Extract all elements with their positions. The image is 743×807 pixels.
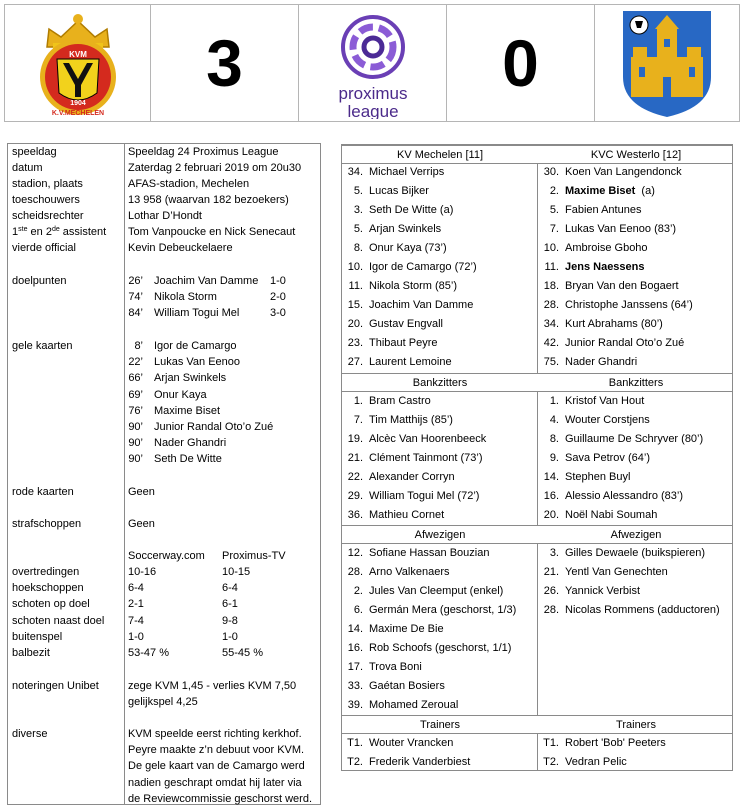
player-name: Arjan Swinkels (369, 223, 442, 235)
player-number: 8. (549, 433, 559, 445)
stat-row (8, 580, 320, 596)
player-number: 3. (549, 547, 559, 559)
player-number: 3. (353, 204, 363, 216)
yellow-card-row (8, 338, 320, 354)
away-absent-player (538, 563, 668, 582)
player-name: Kurt Abrahams (80’) (565, 318, 663, 330)
away-score: 0 (502, 26, 539, 100)
stat-proximus: 9-8 (222, 614, 238, 627)
info-row-scheidsrechter (8, 208, 320, 224)
stats-source-1: Soccerway.com (128, 550, 205, 562)
away-starter (538, 296, 693, 315)
player-number: 20. (543, 509, 559, 521)
yellow-card-row (8, 370, 320, 386)
stat-row (8, 596, 320, 612)
trainers-header-away: Trainers (616, 719, 656, 731)
player-name: Maxime Biset (565, 185, 636, 197)
home-starter (342, 163, 444, 182)
player-number: 4. (549, 414, 559, 426)
player-number: 34. (543, 318, 559, 330)
stat-proximus: 1-0 (222, 630, 238, 643)
home-starter (342, 201, 453, 220)
info-row-assistent (8, 224, 320, 240)
home-starter (342, 353, 452, 372)
player-number: 12. (347, 547, 363, 559)
info-label: speeldag (12, 146, 57, 158)
home-starter (342, 296, 473, 315)
home-starter (342, 277, 457, 296)
yellow-player: Lukas Van Eenoo (154, 356, 241, 369)
player-number: 28. (347, 566, 363, 578)
goal-minute: 74’ (128, 291, 143, 303)
away-trainer (538, 734, 666, 753)
goal-row (8, 273, 320, 289)
player-number: 23. (347, 337, 363, 349)
info-row-speeldag (8, 144, 320, 160)
player-number: 19. (347, 433, 363, 445)
home-bench-player (342, 430, 486, 449)
info-label: toeschouwers (12, 194, 80, 206)
stat-soccerway: 6-4 (128, 582, 144, 595)
away-bench-player (538, 449, 650, 468)
yellow-player: Junior Randal Oto’o Zué (154, 421, 274, 433)
home-absent-player (342, 677, 445, 696)
away-score-cell (447, 5, 595, 121)
kvc-westerlo-logo (619, 7, 715, 119)
away-logo-cell (595, 5, 739, 121)
away-starter (538, 258, 645, 277)
player-number: 29. (347, 490, 363, 502)
away-starter (538, 239, 648, 258)
yellow-minute: 90’ (128, 453, 143, 466)
info-label-assistent: 1ste en 2de assistent (12, 226, 107, 238)
info-row-straf (8, 516, 320, 532)
info-label: scheidsrechter (12, 210, 84, 222)
info-value: Tom Vanpoucke en Nick Senecaut (128, 226, 296, 238)
diverse-text: nadien geschrapt omdat hij later via (128, 776, 302, 789)
absent-header (342, 525, 732, 544)
player-number: 9. (549, 452, 559, 464)
player-name: Lukas Van Eenoo (83’) (565, 223, 677, 235)
home-bench-player (342, 468, 455, 487)
away-starter (538, 315, 663, 334)
stat-row (8, 629, 320, 645)
stat-label: schoten naast doel (12, 614, 105, 627)
info-row-rode (8, 484, 320, 500)
player-number: 15. (347, 299, 363, 311)
stat-proximus: 6-1 (222, 598, 238, 611)
goal-row (8, 289, 320, 305)
player-number: 7. (353, 414, 363, 426)
player-name: Lucas Bijker (369, 185, 429, 197)
league-logo-line2: league (346, 102, 399, 119)
home-absent-player (342, 696, 458, 715)
home-bench-player (342, 449, 483, 468)
yellow-card-row (8, 354, 320, 370)
player-number: 16. (543, 490, 559, 502)
player-number: 16. (347, 642, 363, 654)
player-number: 17. (347, 661, 363, 673)
away-starter (538, 201, 641, 220)
player-number: 42. (543, 337, 559, 349)
yellow-player: Maxime Biset (154, 404, 221, 417)
kv-mechelen-logo (33, 7, 123, 119)
info-label: datum (12, 162, 43, 174)
player-name: Ambroise Gboho (565, 242, 648, 254)
goal-scorer: Nikola Storm (154, 291, 217, 303)
player-number: 33. (347, 680, 363, 692)
yellow-card-row (8, 451, 320, 467)
player-name: Jens Naessens (565, 261, 645, 273)
home-score: 3 (206, 26, 243, 100)
info-value: Geen (128, 486, 155, 498)
info-row-vierde (8, 240, 320, 256)
player-number: 10. (543, 242, 559, 254)
player-number: 7. (549, 223, 559, 235)
goal-score: 1-0 (270, 275, 286, 287)
goal-minute: 84’ (128, 307, 143, 319)
proximus-league-logo (323, 7, 423, 119)
player-number: 5. (549, 204, 559, 216)
player-number: T2. (347, 756, 363, 768)
info-row-stadion (8, 176, 320, 192)
home-starter (342, 334, 437, 353)
player-name: Nader Ghandri (565, 356, 638, 368)
player-number: 75. (543, 356, 559, 368)
stats-sources-row (8, 548, 320, 564)
player-name: Gilles Dewaele (buikspieren) (565, 547, 706, 559)
stat-label: schoten op doel (12, 598, 90, 611)
info-row-unibet-2 (8, 694, 320, 710)
bench-header (342, 373, 732, 392)
info-label: doelpunten (12, 275, 67, 287)
player-name: Wouter Corstjens (565, 414, 650, 426)
player-name: Alcèc Van Hoorenbeeck (369, 433, 487, 445)
player-number: 30. (543, 166, 559, 178)
player-number: T1. (347, 737, 363, 749)
diverse-line (8, 758, 320, 774)
player-name: Joachim Van Damme (369, 299, 474, 311)
home-score-cell (151, 5, 299, 121)
home-bench-player (342, 411, 453, 430)
player-name: Alexander Corryn (369, 471, 455, 483)
stat-row (8, 645, 320, 661)
player-name: Rob Schoofs (geschorst, 1/1) (369, 642, 512, 654)
away-bench-player (538, 506, 657, 525)
player-name: Sava Petrov (64’) (565, 452, 650, 464)
home-badge-text: KVM (68, 50, 87, 59)
yellow-minute: 90’ (128, 437, 143, 450)
player-name: Yannick Verbist (565, 585, 641, 597)
player-number: 5. (353, 223, 363, 235)
home-starter (342, 182, 429, 201)
player-name: William Togui Mel (72’) (369, 490, 480, 502)
league-logo-cell (299, 5, 447, 121)
yellow-minute: 90’ (128, 421, 143, 433)
player-name: Wouter Vrancken (369, 737, 454, 749)
away-starter (538, 334, 684, 353)
player-number: 21. (347, 452, 363, 464)
stat-soccerway: 1-0 (128, 630, 144, 643)
player-name: Onur Kaya (73’) (369, 242, 447, 254)
bench-header-home: Bankzitters (412, 377, 468, 389)
player-name: Mathieu Cornet (369, 509, 445, 521)
yellow-player: Onur Kaya (154, 388, 207, 401)
yellow-minute: 66’ (128, 372, 143, 385)
player-name: Igor de Camargo (72’) (369, 261, 477, 273)
home-bench-player (342, 487, 479, 506)
goal-minute: 26’ (128, 275, 143, 287)
yellow-card-row (8, 435, 320, 451)
home-absent-player (342, 639, 511, 658)
goal-scorer: Joachim Van Damme (154, 275, 259, 287)
info-row-unibet (8, 678, 320, 694)
player-name: Nicolas Rommens (adductoren) (565, 604, 720, 616)
player-name: Koen Van Langendonck (565, 166, 682, 178)
player-number: 2. (353, 585, 363, 597)
player-number: 27. (347, 356, 363, 368)
player-name: Gustav Engvall (369, 318, 443, 330)
away-bench-player (538, 468, 630, 487)
home-starter (342, 239, 447, 258)
info-label: vierde official (12, 242, 76, 254)
info-row-toeschouwers (8, 192, 320, 208)
yellow-player: Seth De Witte (154, 453, 222, 466)
stat-soccerway: 7-4 (128, 614, 144, 627)
home-trainer (342, 753, 470, 772)
player-number: 6. (353, 604, 363, 616)
goal-row (8, 305, 320, 321)
home-absent-player (342, 601, 516, 620)
yellow-player: Igor de Camargo (154, 340, 237, 352)
yellow-card-row (8, 419, 320, 435)
player-number: 28. (543, 299, 559, 311)
player-number: 26. (543, 585, 559, 597)
home-starter (342, 258, 477, 277)
info-value: Zaterdag 2 februari 2019 om 20u30 (128, 162, 302, 174)
player-name: Alessio Alessandro (83’) (565, 490, 684, 502)
player-number: 21. (543, 566, 559, 578)
goal-score: 3-0 (270, 307, 286, 319)
player-number: 1. (353, 395, 363, 407)
home-absent-player (342, 544, 489, 563)
player-number: T1. (543, 737, 559, 749)
league-logo-line1: proximus (338, 84, 407, 103)
home-absent-player (342, 582, 503, 601)
player-name: Thibaut Peyre (369, 337, 438, 349)
stat-soccerway: 10-16 (128, 566, 157, 578)
info-value: Geen (128, 518, 155, 530)
info-row-datum (8, 160, 320, 176)
away-bench-player (538, 411, 650, 430)
away-starter (538, 182, 655, 201)
player-number: 11. (544, 261, 559, 273)
diverse-line (8, 791, 320, 807)
bench-header-away: Bankzitters (608, 377, 664, 389)
unibet-line-1: zege KVM 1,45 - verlies KVM 7,50 (128, 680, 297, 692)
info-value: Speeldag 24 Proximus League (128, 146, 279, 158)
player-name: Christophe Janssens (64’) (565, 299, 693, 311)
info-value: AFAS-stadion, Mechelen (128, 178, 250, 190)
player-name: Frederik Vanderbiest (369, 756, 471, 768)
player-name: Gaétan Bosiers (369, 680, 445, 692)
yellow-minute: 76’ (128, 404, 143, 417)
away-starter (538, 353, 637, 372)
diverse-line (8, 742, 320, 758)
home-badge-year: 1904 (69, 100, 86, 107)
info-label: strafschoppen (12, 518, 82, 530)
home-badge-bottom: K.V.MECHELEN (51, 110, 104, 117)
player-name: Mohamed Zeroual (369, 699, 459, 711)
stat-label: balbezit (12, 647, 50, 659)
player-name: Guillaume De Schryver (80’) (565, 433, 704, 445)
player-number: 5. (353, 185, 363, 197)
player-name: Bryan Van den Bogaert (565, 280, 679, 292)
stat-label: buitenspel (12, 630, 63, 643)
player-number: 8. (353, 242, 363, 254)
diverse-line (8, 775, 320, 791)
player-number: 2. (549, 185, 559, 197)
player-name: Germán Mera (geschorst, 1/3) (369, 604, 517, 616)
home-bench-player (342, 506, 444, 525)
home-starter (342, 315, 443, 334)
player-number: 34. (347, 166, 363, 178)
player-name: Arno Valkenaers (369, 566, 450, 578)
goal-scorer: William Togui Mel (154, 307, 240, 319)
player-number: 22. (347, 471, 363, 483)
player-name: Bram Castro (369, 395, 431, 407)
player-name: Noël Nabi Soumah (565, 509, 658, 521)
absent-header-home: Afwezigen (414, 529, 466, 541)
yellow-minute: 69’ (128, 388, 143, 401)
stat-row (8, 564, 320, 580)
home-logo-cell (5, 5, 151, 121)
away-absent-player (538, 582, 640, 601)
home-absent-player (342, 620, 444, 639)
player-number: 20. (347, 318, 363, 330)
player-extra: (a) (635, 185, 655, 197)
diverse-line (8, 726, 320, 742)
player-number: 39. (347, 699, 363, 711)
stat-label: hoekschoppen (12, 582, 84, 595)
info-label: diverse (12, 728, 48, 740)
stats-source-2: Proximus-TV (222, 550, 286, 562)
player-name: Tim Matthijs (85’) (369, 414, 453, 426)
team-header (342, 145, 732, 164)
stat-proximus: 10-15 (222, 566, 251, 578)
player-name: Robert 'Bob' Peeters (565, 737, 666, 749)
info-label: noteringen Unibet (12, 680, 99, 692)
match-header (4, 4, 740, 122)
away-bench-player (538, 487, 683, 506)
yellow-player: Arjan Swinkels (154, 372, 227, 385)
match-info-table (7, 143, 321, 805)
diverse-text: De gele kaart van de Camargo werd (128, 760, 305, 773)
goal-score: 2-0 (270, 291, 286, 303)
player-number: 1. (549, 395, 559, 407)
player-name: Michael Verrips (369, 166, 445, 178)
yellow-minute: 8’ (134, 340, 143, 352)
away-starter (538, 163, 682, 182)
stat-soccerway: 2-1 (128, 598, 144, 611)
team-header-away: KVC Westerlo [12] (590, 149, 682, 161)
player-name: Maxime De Bie (369, 623, 444, 635)
absent-header-away: Afwezigen (610, 529, 662, 541)
player-number: 10. (347, 261, 363, 273)
stat-proximus: 55-45 % (222, 647, 263, 659)
player-name: Kristof Van Hout (565, 395, 645, 407)
trainers-header (342, 715, 732, 734)
info-label: rode kaarten (12, 486, 74, 498)
away-absent-player (538, 544, 705, 563)
player-number: 11. (348, 280, 363, 292)
player-name: Fabien Antunes (565, 204, 642, 216)
home-absent-player (342, 563, 450, 582)
home-bench-player (342, 392, 431, 411)
info-label: gele kaarten (12, 340, 73, 352)
unibet-line-2: gelijkspel 4,25 (128, 696, 198, 708)
team-header-home: KV Mechelen [11] (396, 149, 483, 161)
stat-row (8, 613, 320, 629)
trainers-header-home: Trainers (420, 719, 460, 731)
diverse-text: de Reviewcommissie geschorst werd. (128, 792, 313, 805)
diverse-text: Peyre maakte z’n debuut voor KVM. (128, 744, 305, 757)
player-name: Seth De Witte (a) (369, 204, 454, 216)
away-bench-player (538, 430, 703, 449)
player-number: 18. (543, 280, 559, 292)
yellow-minute: 22’ (128, 356, 143, 369)
home-absent-player (342, 658, 422, 677)
yellow-card-row (8, 403, 320, 419)
info-value: Kevin Debeuckelaere (128, 242, 233, 254)
player-name: Vedran Pelic (565, 756, 627, 768)
stat-label: overtredingen (12, 566, 80, 578)
player-name: Stephen Buyl (565, 471, 631, 483)
player-number: T2. (543, 756, 559, 768)
player-name: Clément Tainmont (73’) (369, 452, 483, 464)
away-absent-player (538, 601, 720, 620)
player-name: Jules Van Cleemput (enkel) (369, 585, 504, 597)
player-name: Trova Boni (369, 661, 422, 673)
player-number: 28. (543, 604, 559, 616)
player-name: Nikola Storm (85’) (369, 280, 458, 292)
yellow-card-row (8, 387, 320, 403)
info-label: stadion, plaats (12, 178, 83, 190)
player-number: 14. (347, 623, 363, 635)
player-name: Junior Randal Oto’o Zué (565, 337, 685, 349)
player-name: Yentl Van Genechten (565, 566, 668, 578)
home-starter (342, 220, 441, 239)
home-trainer (342, 734, 453, 753)
away-starter (538, 277, 679, 296)
yellow-player: Nader Ghandri (154, 437, 227, 450)
player-number: 14. (543, 471, 559, 483)
player-number: 36. (347, 509, 363, 521)
player-name: Sofiane Hassan Bouzian (369, 547, 490, 559)
away-trainer (538, 753, 627, 772)
away-starter (538, 220, 676, 239)
stat-soccerway: 53-47 % (128, 647, 169, 659)
stat-proximus: 6-4 (222, 582, 238, 595)
diverse-text: KVM speelde eerst richting kerkhof. (128, 728, 302, 740)
info-value: 13 958 (waarvan 182 bezoekers) (128, 194, 289, 206)
away-bench-player (538, 392, 644, 411)
player-name: Laurent Lemoine (369, 356, 452, 368)
lineup-table (341, 144, 733, 771)
info-value: Lothar D’Hondt (128, 210, 202, 222)
